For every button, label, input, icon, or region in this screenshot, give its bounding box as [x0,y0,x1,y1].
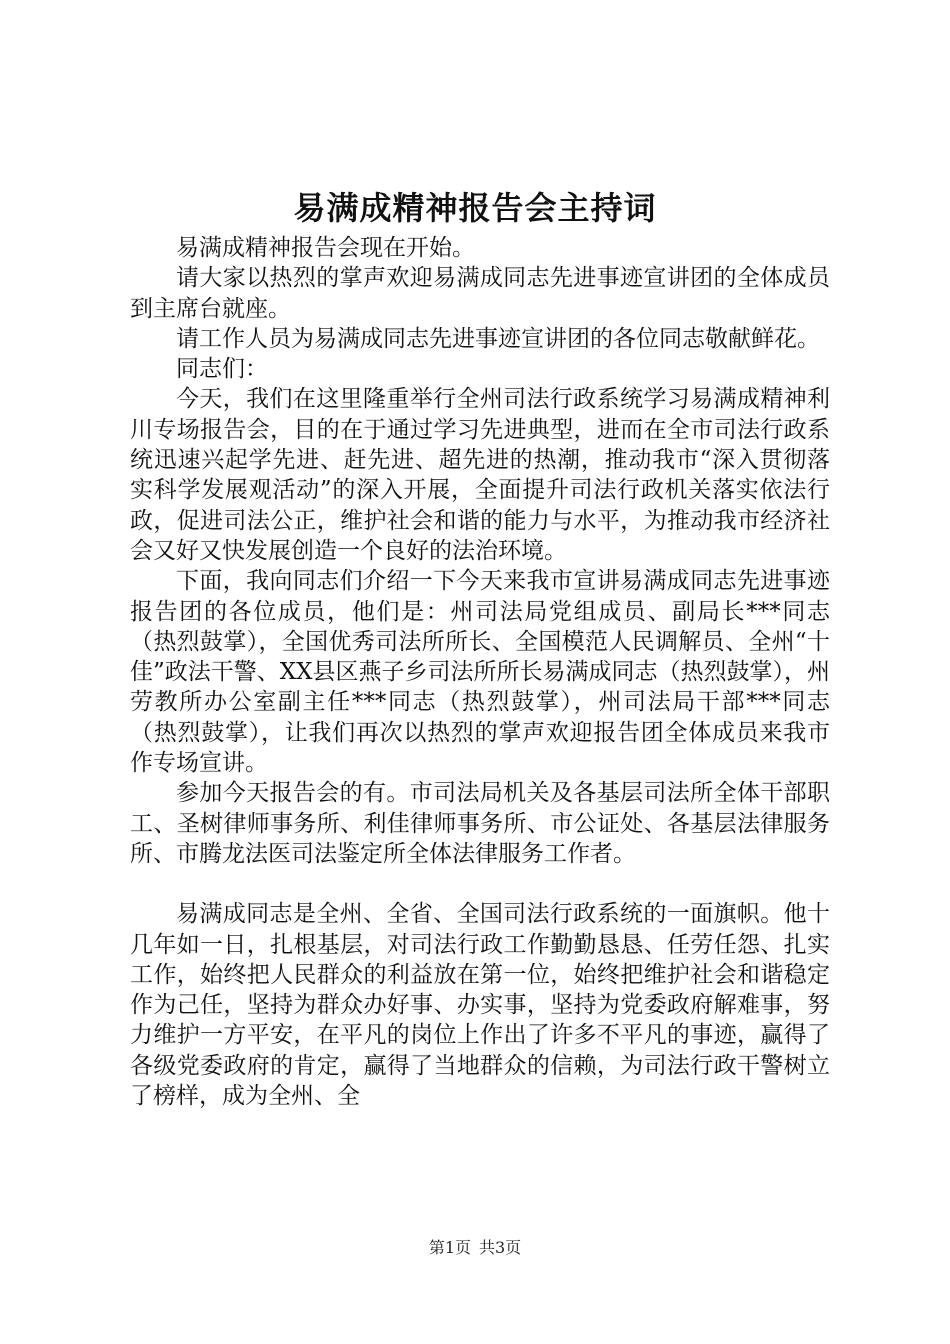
paragraph-attendees: 参加今天报告会的有。市司法局机关及各基层司法所全体干部职工、圣树律师事务所、利佳律师事务所、市公证处、各基层法律服务所、市腾龙法医司法鉴定所全体法律服务工作者。 [130,780,830,867]
paragraph-salutation: 同志们： [176,356,268,383]
page-total: 共3页 [479,1238,522,1257]
paragraph-opening: 易满成精神报告会现在开始。 [176,235,475,261]
page-footer [0,1238,950,1258]
page-number: 第1页 [428,1238,471,1257]
paragraph-profile: 易满成同志是全州、全省、全国司法行政系统的一面旗帜。他十几年如一日，扎根基层，对司法行政工作勤勤恳恳、任劳任怨、扎实工作，始终把人民群众的利益放在第一位，始终把维护社会和谐稳定作为己任，坚持为群众办好事、办实事，坚持为党委政府解难事，努力维护一方平安，在平凡的岗位上作出了许多不平凡的事迹，赢得了各级党委政府的肯定，赢得了当地群众的信赖，为司法行政干警树立了榜样，成为全州、全 [130,901,830,1110]
paragraph-introduction: 下面，我向同志们介绍一下今天来我市宣讲易满成同志先进事迹报告团的各位成员，他们是：州司法局党组成员、副局长***同志（热烈鼓掌），全国优秀司法所所长、全国模范人民调解员、全州“十佳”政法干警、XX县区燕子乡司法所所长易满成同志（热烈鼓掌），州劳教所办公室副主任***同志（热烈鼓掌），州司法局干部***同志（热烈鼓掌），让我们再次以热烈的掌声欢迎报告团全体成员来我市作专场宣讲。 [130,568,831,777]
paragraph-welcome: 请大家以热烈的掌声欢迎易满成同志先进事迹宣讲团的全体成员到主席台就座。 [130,265,830,322]
document-title: 易满成精神报告会主持词 [293,189,657,227]
document-body [130,233,830,1111]
paragraph-purpose: 今天，我们在这里隆重举行全州司法行政系统学习易满成精神利川专场报告会，目的在于通过学习先进典型，进而在全市司法行政系统迅速兴起学先进、赶先进、超先进的热潮，推动我市“深入贯彻落实科学发展观活动”的深入开展，全面提升司法行政机关落实依法行政，促进司法公正，维护社会和谐的能力与水平，为推动我市经济社会又好又快发展创造一个良好的法治环境。 [130,386,830,564]
paragraph-flowers: 请工作人员为易满成同志先进事迹宣讲团的各位同志敬献鲜花。 [176,325,820,352]
